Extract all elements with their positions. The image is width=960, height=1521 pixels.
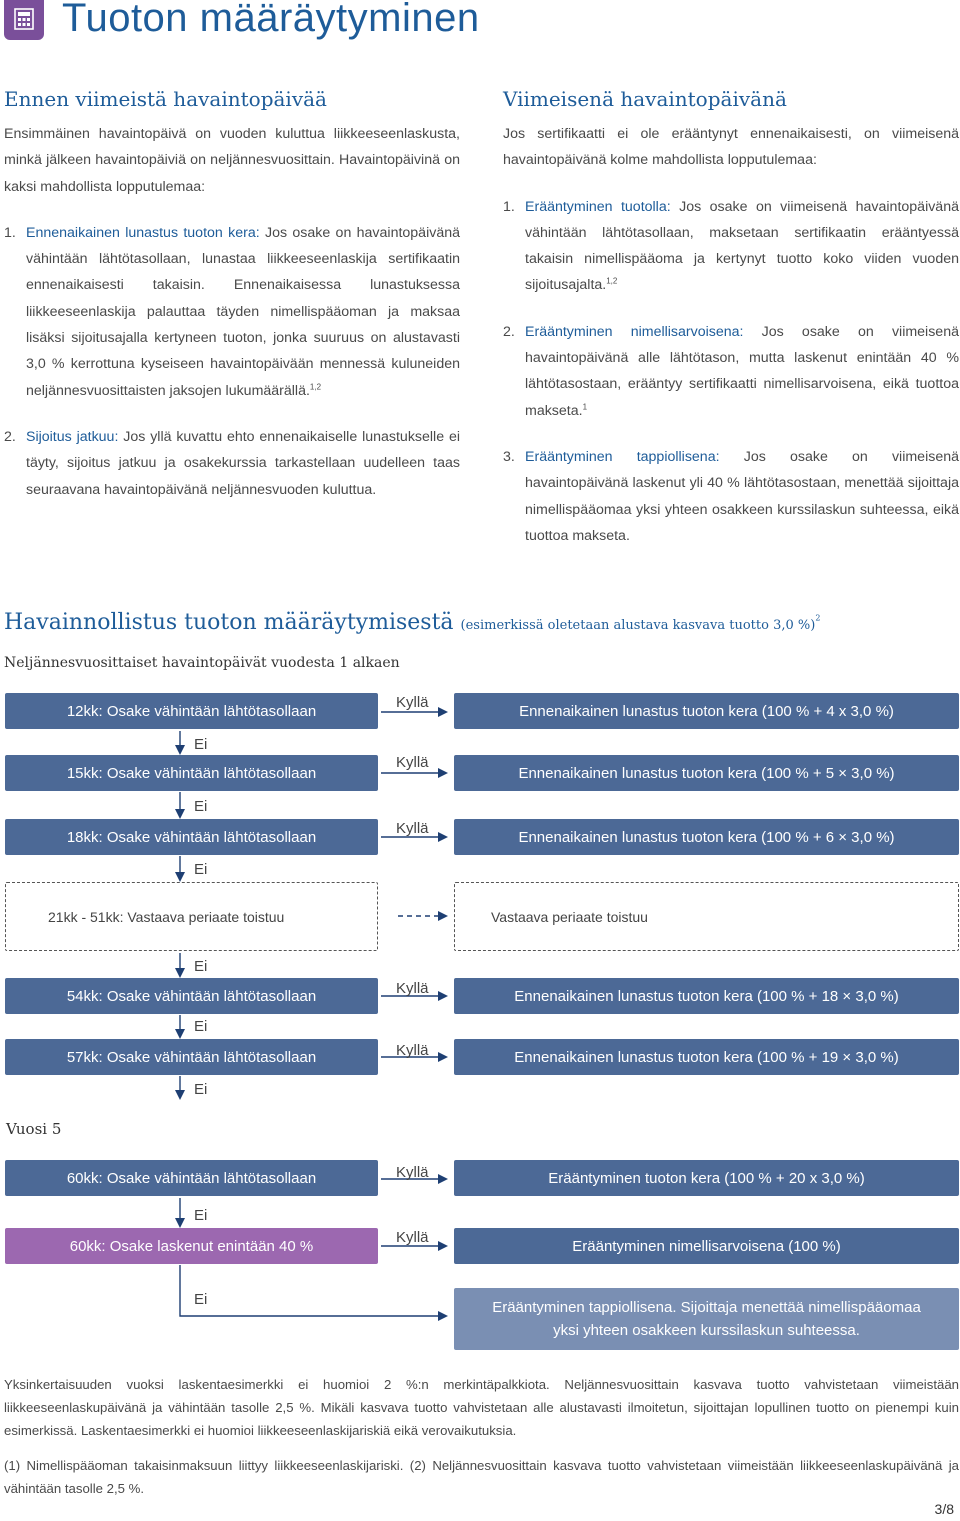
item-number: 2. — [4, 428, 16, 445]
no-arrow-final — [180, 1265, 446, 1316]
footnote-ref: 1 — [582, 401, 588, 411]
no-label: Ei — [194, 1207, 208, 1224]
left-section-heading: Ennen viimeistä havaintopäivää — [4, 87, 327, 111]
yes-label: Kyllä — [396, 820, 429, 837]
item-number: 2. — [503, 323, 515, 340]
page-number: 3/8 — [934, 1501, 954, 1517]
no-label: Ei — [194, 958, 208, 975]
flow-outcome-loss: Erääntyminen tappiollisena. Sijoittaja menettää nimellispääomaa yksi yhteen osakkeen kurssilaskun suhteessa. — [454, 1288, 959, 1350]
right-intro: Jos sertifikaatti ei ole erääntynyt ennenaikaisesti, on viimeisenä havaintopäivänä kolme mahdollista lopputulemaa: — [503, 126, 959, 169]
yes-label: Kyllä — [396, 1229, 429, 1246]
item-text: Jos osake on viimeisenä havaintopäivänä vähintään lähtötasollaan, maksetaan sertifikaatin erääntyessä takaisin nimellispääoma ja kertynyt tuotto koko viiden vuoden sijoitusajalta. — [525, 198, 959, 294]
yes-label: Kyllä — [396, 1164, 429, 1181]
flow-title-text: Havainnollistus tuoton määräytymisestä — [4, 610, 454, 635]
item-title: Erääntyminen tuotolla: — [525, 198, 671, 215]
flow-step-54kk: 54kk: Osake vähintään lähtötasollaan — [5, 978, 378, 1014]
item-title: Erääntyminen nimellisarvoisena: — [525, 323, 744, 340]
no-label: Ei — [194, 1291, 208, 1308]
flow-outcome-18kk: Ennenaikainen lunastus tuoton kera (100 % + 6 × 3,0 %) — [454, 819, 959, 855]
item-text: Jos osake on viimeisenä havaintopäivänä laskenut yli 40 % lähtötasostaan, menettää sijoittaja nimellispääomaa yksi yhteen osakkeen kurssilaskun suhteessa, eikä tuottoa makseta. — [525, 448, 959, 544]
no-label: Ei — [194, 1081, 208, 1098]
item-number: 1. — [4, 224, 16, 241]
footer-note: Yksinkertaisuuden vuoksi laskentaesimerkki ei huomioi 2 %:n merkintäpalkkiota. Neljännesvuosittain kasvava tuotto vahvistetaan viimeistään liikkeeseenlaskupäivänä ja vähintään tasolle 2,5 %. Mikäli kasvava tuotto vahvistetaan alle alustavasti ilmoitetun, sijoittajan lopullinen tuotto on pienempi kuin esimerkissä. Laskentaesimerkki ei huomioi liikkeeseenlaskijariskiä eikä verovaikutuksia. — [4, 1377, 959, 1438]
no-label: Ei — [194, 1018, 208, 1035]
footnote-ref: 1,2 — [309, 381, 322, 391]
no-label: Ei — [194, 798, 208, 815]
flow-step-repeat: 21kk - 51kk: Vastaava periaate toistuu — [5, 882, 378, 951]
yes-label: Kyllä — [396, 1042, 429, 1059]
yes-label: Kyllä — [396, 980, 429, 997]
left-intro: Ensimmäinen havaintopäivä on vuoden kuluttua liikkeeseenlaskusta, minkä jälkeen havaintopäiviä on neljännesvuosittain. Havaintopäivinä on kaksi mahdollista lopputulemaa: — [4, 126, 460, 195]
flow-outcome-57kk: Ennenaikainen lunastus tuoton kera (100 % + 19 × 3,0 %) — [454, 1039, 959, 1075]
no-label: Ei — [194, 861, 208, 878]
flow-step-15kk: 15kk: Osake vähintään lähtötasollaan — [5, 755, 378, 791]
flow-step-12kk: 12kk: Osake vähintään lähtötasollaan — [5, 693, 378, 729]
item-title: Erääntyminen tappiollisena: — [525, 448, 720, 465]
flow-outcome-par: Erääntyminen nimellisarvoisena (100 %) — [454, 1228, 959, 1264]
yes-label: Kyllä — [396, 754, 429, 771]
flow-step-60kk-down: 60kk: Osake laskenut enintään 40 % — [5, 1228, 378, 1264]
flow-outcome-15kk: Ennenaikainen lunastus tuoton kera (100 % + 5 × 3,0 %) — [454, 755, 959, 791]
no-label: Ei — [194, 736, 208, 753]
item-text: Jos yllä kuvattu ehto ennenaikaiselle lunastukselle ei täyty, sijoitus jatkuu ja osakekurssia tarkastellaan uudelleen taas seuraavana havaintopäivänä neljännesvuoden kuluttua. — [26, 428, 460, 498]
footnote-ref: 1,2 — [606, 276, 618, 286]
flow-step-18kk: 18kk: Osake vähintään lähtötasollaan — [5, 819, 378, 855]
item-number: 1. — [503, 198, 515, 215]
flow-step-60kk: 60kk: Osake vähintään lähtötasollaan — [5, 1160, 378, 1196]
flow-subtitle: Neljännesvuosittaiset havaintopäivät vuodesta 1 alkaen — [4, 655, 400, 671]
item-text: Jos osake on havaintopäivänä vähintään lähtötasollaan, lunastaa liikkeeseenlaskija sertifikaatin ennenaikaisesti takaisin. Ennenaikaisessa lunastuksessa liikkeeseenlaskija palauttaa täyden nimellispääoman ja maksaa lisäksi sijoitusajalla kertyneen tuoton, jonka suuruus on alustavasti 3,0 % kerrottuna kyseiseen havaintopäivään mennessä kuluneiden neljännesvuosittaisten jaksojen lukumäärällä. — [26, 224, 460, 399]
flow-outcome-12kk: Ennenaikainen lunastus tuoton kera (100 % + 4 x 3,0 %) — [454, 693, 959, 729]
flow-outcome-60kk: Erääntyminen tuoton kera (100 % + 20 x 3,0 %) — [454, 1160, 959, 1196]
item-title: Ennenaikainen lunastus tuoton kera: — [26, 224, 260, 241]
flow-title-note: (esimerkissä oletetaan alustava kasvava tuotto 3,0 %) — [460, 618, 816, 633]
year-5-label: Vuosi 5 — [6, 1120, 62, 1138]
page-title: Tuoton määräytyminen — [62, 0, 480, 40]
item-text: Jos osake on viimeisenä havaintopäivänä alle lähtötason, mutta laskenut enintään 40 % lähtötasostaan, erääntyy sertifikaatti nimellisarvoisena, eikä tuottoa makseta. — [525, 323, 959, 419]
item-title: Sijoitus jatkuu: — [26, 428, 119, 445]
flow-outcome-54kk: Ennenaikainen lunastus tuoton kera (100 % + 18 × 3,0 %) — [454, 978, 959, 1014]
flow-title-sup: 2 — [815, 613, 821, 623]
item-number: 3. — [503, 448, 515, 465]
flow-outcome-repeat: Vastaava periaate toistuu — [454, 882, 959, 951]
flow-step-57kk: 57kk: Osake vähintään lähtötasollaan — [5, 1039, 378, 1075]
yes-label: Kyllä — [396, 694, 429, 711]
footer-footnotes: (1) Nimellispääoman takaisinmaksuun liittyy liikkeeseenlaskijariski. (2) Neljännesvuosittain kasvava tuotto vahvistetaan viimeistään liikkeeseenlaskupäivänä ja vähintään tasolle 2,5 %. — [4, 1458, 959, 1496]
right-section-heading: Viimeisenä havaintopäivänä — [503, 87, 787, 111]
